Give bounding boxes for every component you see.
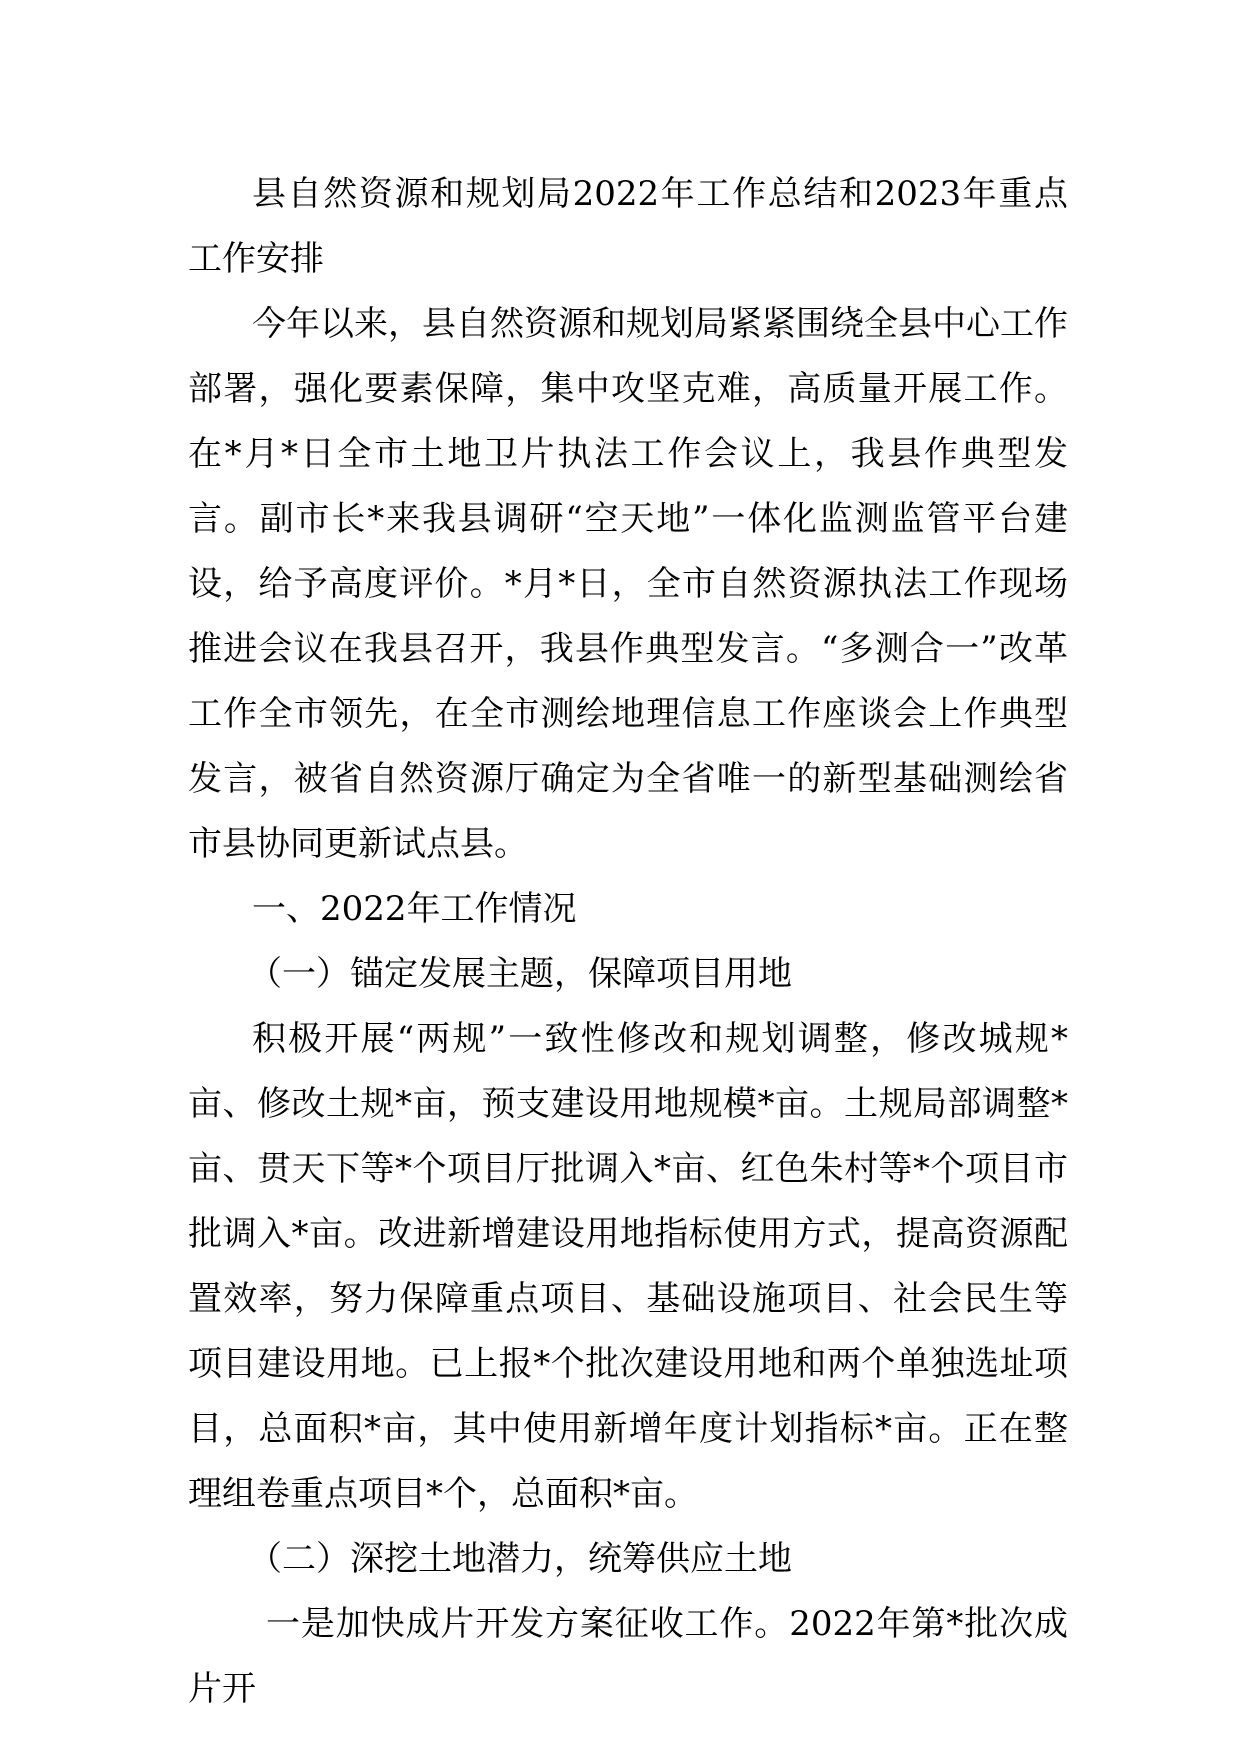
section-heading-1: 一、2022年工作情况 (252, 889, 577, 929)
subsection-heading-2: （二）深挖土地潜力，统筹供应土地 (248, 1539, 792, 1579)
document-title: 县自然资源和规划局2022年工作总结和2023年重点工作安排 (188, 174, 1068, 279)
subsection-body-2: 一是加快成片开发方案征收工作。2022年第*批次成片开 (188, 1604, 1068, 1709)
subsection-body-1: 积极开展“两规”一致性修改和规划调整，修改城规*亩、修改土规*亩，预支建设用地规模*亩。土规局部调整*亩、贯天下等*个项目厅批调入*亩、红色朱村等*个项目市批调入*亩。改进新增建设用地指标使用方式，提高资源配置效率，努力保障重点项目、基础设施项目、社会民生等项目建设用地。已上报*个批次建设用地和两个单独选址项目，总面积*亩，其中使用新增年度计划指标*亩。正在整理组卷重点项目*个，总面积*亩。 (188, 1019, 1068, 1514)
intro-paragraph: 今年以来，县自然资源和规划局紧紧围绕全县中心工作部署，强化要素保障，集中攻坚克难，高质量开展工作。在*月*日全市土地卫片执法工作会议上，我县作典型发言。副市长*来我县调研“空天地”一体化监测监管平台建设，给予高度评价。*月*日，全市自然资源执法工作现场推进会议在我县召开，我县作典型发言。“多测合一”改革工作全市领先，在全市测绘地理信息工作座谈会上作典型发言，被省自然资源厅确定为全省唯一的新型基础测绘省市县协同更新试点县。 (188, 304, 1068, 864)
document-page (188, 162, 1068, 1722)
subsection-heading-1: （一）锚定发展主题，保障项目用地 (248, 954, 792, 994)
